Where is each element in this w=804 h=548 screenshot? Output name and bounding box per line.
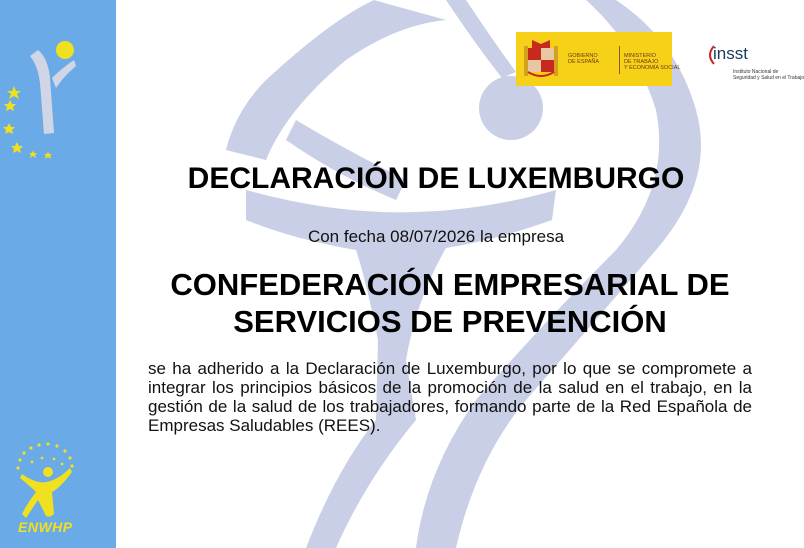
- spain-coat-of-arms-icon: [524, 38, 558, 80]
- company-name-line2: SERVICIOS DE PREVENCIÓN: [233, 304, 667, 339]
- certificate-title: DECLARACIÓN DE LUXEMBURGO: [187, 162, 685, 195]
- logo-divider: [619, 46, 620, 74]
- left-sidebar: [0, 0, 116, 548]
- ministerio-label: MINISTERIO DE TRABAJO Y ECONOMÍA SOCIAL: [624, 53, 681, 71]
- insst-subtitle: Instituto Nacional de Seguridad y Salud en el Trabajo: [733, 69, 804, 81]
- enwhp-label: ENWHP: [18, 519, 73, 535]
- gobierno-label: GOBIERNO DE ESPAÑA: [568, 53, 600, 65]
- insst-logo: insst: [713, 44, 748, 63]
- gobierno-ministerio-logo: [516, 32, 681, 86]
- health-promotion-logo: [0, 38, 80, 163]
- company-name-line1: CONFEDERACIÓN EMPRESARIAL DE: [170, 267, 730, 302]
- date-line: Con fecha 08/07/2026 la empresa: [307, 227, 565, 246]
- declaration-body: se ha adherido a la Declaración de Luxemburgo, por lo que se compromete a integrar los principios básicos de la promoción de la salud en el trabajo, en la gestión de la salud de los trabajadores, formando parte de la Red Española de Empresas Saludables (REES).: [148, 359, 752, 435]
- company-name: [150, 266, 750, 340]
